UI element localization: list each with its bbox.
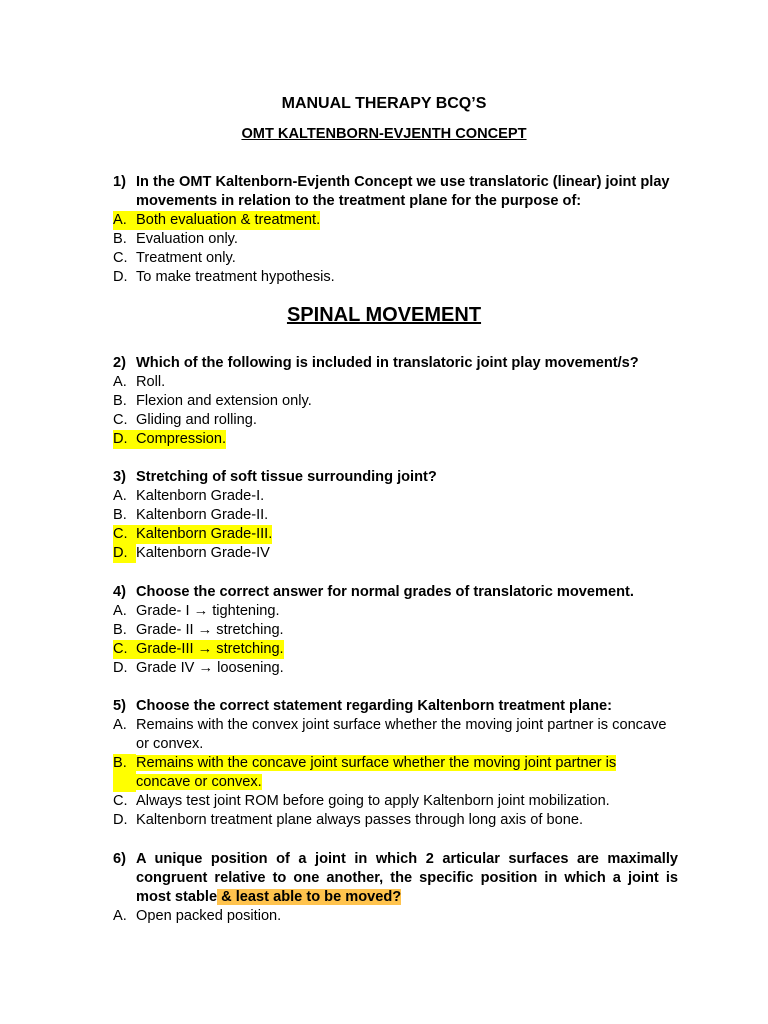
option-a (113, 373, 678, 392)
question-text-highlighted: & least able to be moved? (217, 889, 402, 905)
question-text: In the OMT Kaltenborn-Evjenth Concept we use translatoric (linear) joint play movements in relation to the treatment plane for the purpose of: (136, 174, 670, 209)
option-text: Kaltenborn Grade-II. (136, 507, 269, 523)
question-number: 6) (113, 851, 126, 867)
option-letter: A. (113, 908, 127, 924)
question-6 (113, 850, 678, 926)
option-d (113, 268, 678, 287)
option-letter: C. (113, 793, 128, 809)
option-text: Flexion and extension only. (136, 393, 312, 409)
option-b (113, 621, 678, 640)
option-d (113, 430, 678, 449)
option-text: Kaltenborn Grade-I. (136, 488, 265, 504)
option-text: Remains with the concave joint surface whether the moving joint partner is (136, 755, 617, 771)
option-text: Treatment only. (136, 250, 236, 266)
option-c (113, 640, 678, 659)
option-letter: B. (113, 622, 127, 638)
question-number: 1) (113, 174, 126, 190)
option-a (113, 211, 678, 230)
document-title: MANUAL THERAPY BCQ’S (281, 95, 487, 112)
option-text: concave or convex. (136, 774, 262, 790)
option-text: Kaltenborn Grade-III. (136, 526, 273, 542)
document-subtitle: OMT KALTENBORN-EVJENTH CONCEPT (241, 126, 527, 142)
option-c (113, 792, 678, 811)
question-number: 2) (113, 355, 126, 371)
option-b (113, 506, 678, 525)
option-a (113, 907, 678, 926)
option-text: Remains with the convex joint surface whether the moving joint partner is concave or convex. (136, 717, 667, 752)
option-a (113, 602, 678, 621)
question-text: A unique position of a joint in which 2 articular surfaces are maximally congruent relative to one another, the specific position in which a joint is most stable (136, 851, 678, 905)
option-letter: B. (113, 231, 127, 247)
option-text: Both evaluation & treatment. (136, 212, 321, 228)
option-b (113, 754, 678, 792)
option-letter: D. (113, 430, 136, 449)
option-text: Grade- I → tightening. (136, 603, 280, 619)
option-letter: C. (113, 525, 136, 544)
question-3 (113, 468, 678, 563)
option-letter: C. (113, 412, 128, 428)
option-letter: A. (113, 374, 127, 390)
option-text: Roll. (136, 374, 166, 390)
question-text: Choose the correct answer for normal grades of translatoric movement. (136, 584, 634, 600)
question-5 (113, 697, 678, 830)
option-letter: B. (113, 754, 136, 792)
option-letter: A. (113, 488, 127, 504)
question-text: Stretching of soft tissue surrounding joint? (136, 469, 437, 485)
option-text: Grade IV → loosening. (136, 660, 284, 676)
option-a (113, 716, 678, 754)
option-letter: D. (113, 544, 136, 563)
option-letter: C. (113, 640, 136, 659)
option-text: Kaltenborn treatment plane always passes through long axis of bone. (136, 812, 584, 828)
section-heading: SPINAL MOVEMENT (286, 304, 482, 326)
option-text: Gliding and rolling. (136, 412, 257, 428)
option-c (113, 525, 678, 544)
option-text: Evaluation only. (136, 231, 238, 247)
question-2 (113, 354, 678, 449)
question-number: 3) (113, 469, 126, 485)
option-letter: D. (113, 660, 128, 676)
option-d (113, 544, 678, 563)
option-b (113, 230, 678, 249)
option-letter: C. (113, 250, 128, 266)
option-c (113, 249, 678, 268)
option-letter: A. (113, 211, 136, 230)
option-letter: D. (113, 812, 128, 828)
option-text: Grade-III → stretching. (136, 641, 284, 657)
question-text: Choose the correct statement regarding Kaltenborn treatment plane: (136, 698, 613, 714)
option-letter: D. (113, 269, 128, 285)
question-1 (113, 173, 678, 287)
option-text: To make treatment hypothesis. (136, 269, 335, 285)
option-c (113, 411, 678, 430)
option-a (113, 487, 678, 506)
option-d (113, 659, 678, 678)
option-letter: B. (113, 507, 127, 523)
question-number: 4) (113, 584, 126, 600)
option-text: Always test joint ROM before going to apply Kaltenborn joint mobilization. (136, 793, 610, 809)
question-number: 5) (113, 698, 126, 714)
option-letter: A. (113, 717, 127, 733)
option-text: Open packed position. (136, 908, 282, 924)
question-4 (113, 583, 678, 678)
question-text: Which of the following is included in translatoric joint play movement/s? (136, 355, 639, 371)
option-text: Compression. (136, 431, 227, 447)
option-b (113, 392, 678, 411)
option-d (113, 811, 678, 830)
option-letter: B. (113, 393, 127, 409)
option-letter: A. (113, 603, 127, 619)
option-text: Kaltenborn Grade-IV (136, 545, 270, 561)
option-text: Grade- II → stretching. (136, 622, 284, 638)
